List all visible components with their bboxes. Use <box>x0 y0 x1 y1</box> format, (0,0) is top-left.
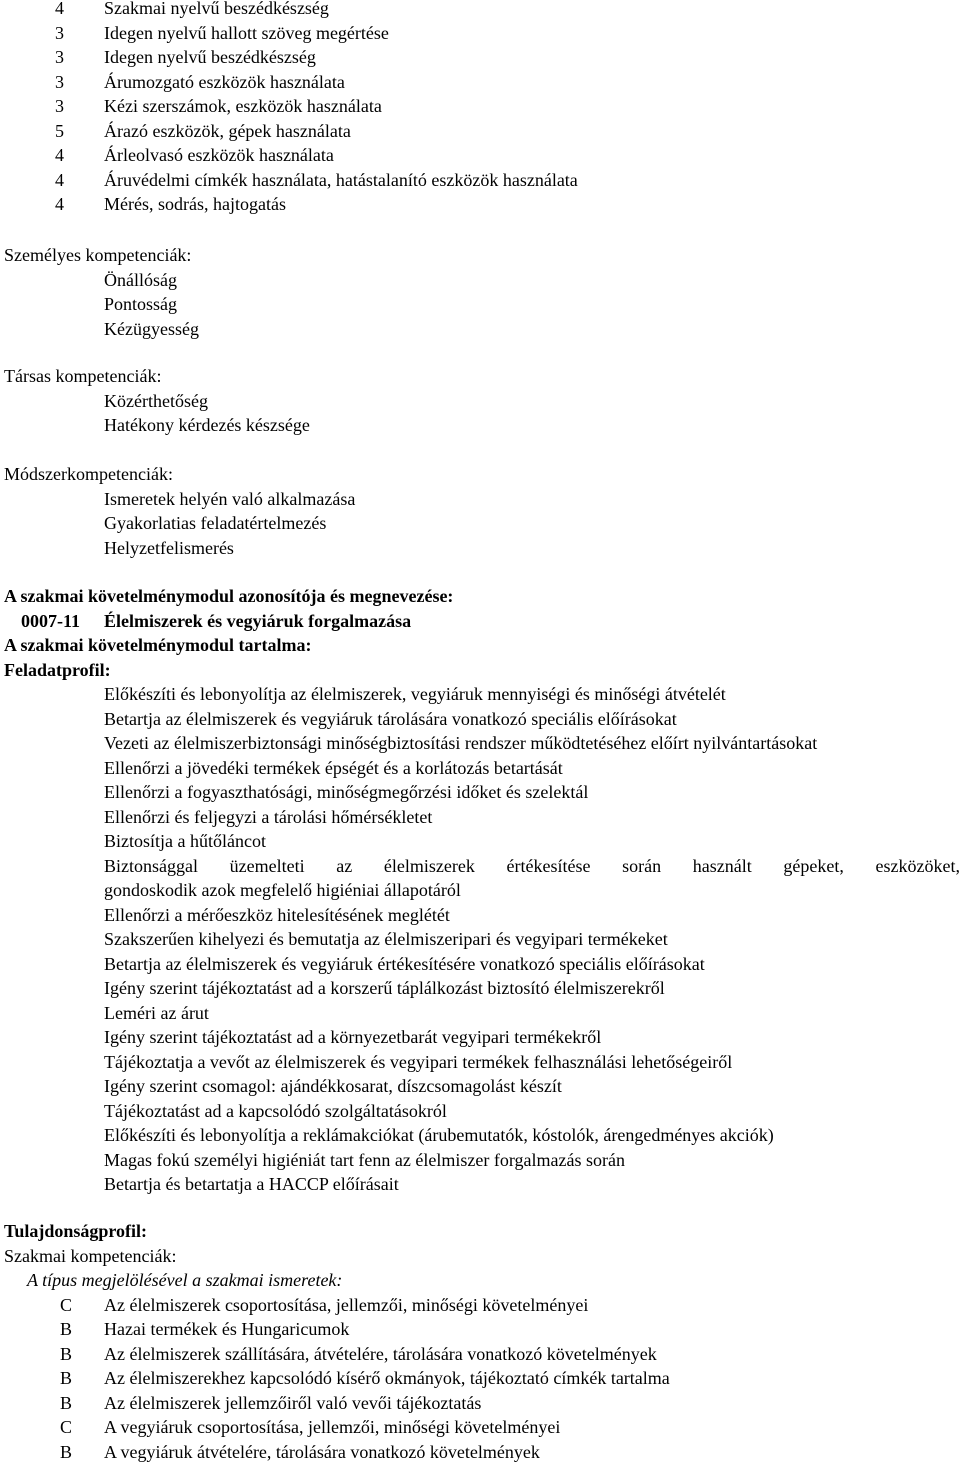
list-item <box>0 192 960 217</box>
list-item <box>0 976 960 1001</box>
skill-text: Kézi szerszámok, eszközök használata <box>104 96 382 116</box>
list-item <box>0 70 960 95</box>
task-text: Betartja az élelmiszerek és vegyiáruk értékesítésére vonatkozó speciális előírásokat <box>104 953 705 974</box>
task-text: Vezeti az élelmiszerbiztonsági minőségbiztosítási rendszer működtetéséhez előírt nyilvántartásokat <box>104 733 818 753</box>
list-item <box>0 21 960 46</box>
knowledge-text: Az élelmiszerekhez kapcsolódó kísérő okmányok, tájékoztató címkék tartalma <box>104 1368 670 1388</box>
skill-text: Idegen nyelvű beszédkészség <box>104 47 316 67</box>
list-item <box>0 143 960 168</box>
task-text: Ellenőrzi a fogyaszthatósági, minőségmegőrzési időket és szelektál <box>104 782 589 802</box>
skill-level: 3 <box>55 22 64 43</box>
skill-text: Árazó eszközök, gépek használata <box>104 120 351 141</box>
list-item <box>0 413 960 438</box>
task-text: Igény szerint csomagol: ajándékkosarat, díszcsomagolást készít <box>104 1076 562 1096</box>
competency-text: Kézügyesség <box>104 318 199 339</box>
list-item <box>0 292 960 317</box>
list-item <box>0 927 960 952</box>
skill-text: Áruvédelmi címkék használata, hatástalanító eszközök használata <box>104 169 578 190</box>
list-item <box>0 854 960 879</box>
list-item <box>0 1342 960 1367</box>
competency-text: Hatékony kérdezés készsége <box>104 415 310 435</box>
module-content-heading-text: A szakmai követelménymodul tartalma: <box>4 635 312 655</box>
skill-level: 4 <box>55 145 64 165</box>
skill-level: 4 <box>55 169 64 190</box>
task-profile-heading-text: Feladatprofil: <box>4 659 111 680</box>
professional-competencies-heading-text: Szakmai kompetenciák: <box>4 1245 177 1266</box>
task-text: gondoskodik azok megfelelő higiéniai állapotáról <box>104 880 461 900</box>
list-item <box>0 1025 960 1050</box>
knowledge-type: B <box>59 1343 72 1364</box>
task-text: Betartja és betartatja a HACCP előírásait <box>104 1174 399 1194</box>
list-item <box>0 94 960 119</box>
list-item <box>0 317 960 342</box>
property-profile-heading <box>0 1219 960 1244</box>
list-item <box>0 1074 960 1099</box>
task-text: Ellenőrzi a mérőeszköz hitelesítésének meglétét <box>104 904 450 925</box>
personal-competencies-heading <box>0 243 960 268</box>
professional-competencies-heading <box>0 1244 960 1269</box>
list-item <box>0 0 960 21</box>
knowledge-type: C <box>59 1294 72 1315</box>
knowledge-type: B <box>59 1441 72 1462</box>
module-id-heading <box>0 584 960 609</box>
list-item <box>0 1172 960 1197</box>
list-item <box>0 682 960 707</box>
task-text: Tájékoztatja a vevőt az élelmiszerek és vegyipari termékek felhasználási lehetőségeiről <box>104 1051 733 1072</box>
knowledge-type: B <box>59 1368 72 1388</box>
competency-text: Pontosság <box>104 294 178 314</box>
competency-text: Gyakorlatias feladatértelmezés <box>104 513 327 533</box>
list-item <box>0 1050 960 1075</box>
task-profile-heading <box>0 658 960 683</box>
list-item <box>0 903 960 928</box>
list-item <box>0 707 960 732</box>
task-text: Magas fokú személyi higiéniát tart fenn az élelmiszer forgalmazás során <box>104 1149 625 1170</box>
list-item <box>0 168 960 193</box>
list-item <box>0 952 960 977</box>
task-text: Igény szerint tájékoztatást ad a környezetbarát vegyipari termékekről <box>104 1027 602 1047</box>
skill-text: Árumozgató eszközök használata <box>104 71 345 92</box>
list-item <box>0 878 960 903</box>
social-competencies-heading <box>0 364 960 389</box>
list-item <box>0 1293 960 1318</box>
list-item <box>0 536 960 561</box>
list-item <box>0 780 960 805</box>
list-item <box>0 1366 960 1391</box>
knowledge-text: Az élelmiszerek jellemzőiről való vevői tájékoztatás <box>104 1392 482 1413</box>
knowledge-type: B <box>59 1392 72 1413</box>
task-text: Tájékoztatást ad a kapcsolódó szolgáltatásokról <box>104 1100 447 1121</box>
list-item <box>0 1123 960 1148</box>
module-id-heading-text: A szakmai követelménymodul azonosítója és megnevezése: <box>4 586 454 606</box>
module-title-row <box>0 609 960 634</box>
competency-text: Ismeretek helyén való alkalmazása <box>104 488 356 509</box>
list-item <box>0 511 960 536</box>
list-item <box>0 731 960 756</box>
list-item <box>0 1001 960 1026</box>
task-text: Előkészíti és lebonyolítja az élelmiszerek, vegyiáruk mennyiségi és minőségi átvételét <box>104 684 726 704</box>
task-text: Ellenőrzi a jövedéki termékek épségét és a korlátozás betartását <box>104 757 563 778</box>
task-text: Igény szerint tájékoztatást ad a korszerű táplálkozást biztosító élelmiszerekről <box>104 978 665 998</box>
task-text: Szakszerűen kihelyezi és bemutatja az élelmiszeripari és vegyipari termékeket <box>104 929 668 949</box>
module-code: 0007-11 <box>21 610 81 631</box>
skill-text: Árleolvasó eszközök használata <box>104 145 334 165</box>
module-name: Élelmiszerek és vegyiáruk forgalmazása <box>104 610 412 631</box>
module-content-heading <box>0 633 960 658</box>
list-item <box>0 1415 960 1440</box>
list-item <box>0 119 960 144</box>
task-text: Ellenőrzi és feljegyzi a tárolási hőmérsékletet <box>104 806 433 827</box>
task-text: Biztosítja a hűtőláncot <box>104 831 266 851</box>
skill-text: Idegen nyelvű hallott szöveg megértése <box>104 22 389 43</box>
knowledge-type: C <box>59 1417 72 1437</box>
skill-level: 3 <box>55 96 64 116</box>
skill-text: Mérés, sodrás, hajtogatás <box>104 194 286 214</box>
list-item <box>0 1391 960 1416</box>
knowledge-text: A vegyiáruk átvételére, tárolására vonatkozó követelmények <box>104 1441 540 1462</box>
competency-text: Közérthetőség <box>104 390 208 411</box>
task-text: Biztonsággal üzemelteti az élelmiszerek értékesítése során használt gépeket, eszközöket, <box>104 855 960 876</box>
list-item <box>0 487 960 512</box>
section-heading: Módszerkompetenciák: <box>4 464 173 484</box>
knowledge-text: Az élelmiszerek csoportosítása, jellemzői, minőségi követelményei <box>104 1294 589 1315</box>
task-text: Betartja az élelmiszerek és vegyiáruk tárolására vonatkozó speciális előírásokat <box>104 708 677 729</box>
task-text: Előkészíti és lebonyolítja a reklámakciókat (árubemutatók, kóstolók, árengedményes akciók) <box>104 1125 774 1145</box>
list-item <box>0 389 960 414</box>
list-item <box>0 805 960 830</box>
type-knowledge-heading <box>0 1268 960 1293</box>
skill-level: 3 <box>55 71 64 92</box>
skill-text: Szakmai nyelvű beszédkészség <box>104 0 329 18</box>
competency-text: Helyzetfelismerés <box>104 537 234 558</box>
knowledge-text: Hazai termékek és Hungaricumok <box>104 1319 350 1339</box>
skill-level: 4 <box>55 194 64 214</box>
method-competencies-heading <box>0 462 960 487</box>
section-heading: Társas kompetenciák: <box>4 366 162 386</box>
property-profile-heading-text: Tulajdonságprofil: <box>4 1221 148 1241</box>
competency-text: Önállóság <box>104 269 177 290</box>
task-text: Leméri az árut <box>104 1002 209 1023</box>
list-item <box>0 1148 960 1173</box>
knowledge-text: Az élelmiszerek szállítására, átvételére, tárolására vonatkozó követelmények <box>104 1343 657 1364</box>
list-item <box>0 45 960 70</box>
list-item <box>0 1440 960 1465</box>
skill-level: 5 <box>55 120 64 141</box>
section-heading: Személyes kompetenciák: <box>4 245 192 265</box>
list-item <box>0 829 960 854</box>
list-item <box>0 1099 960 1124</box>
list-item <box>0 756 960 781</box>
skill-level: 3 <box>55 47 64 67</box>
skill-level: 4 <box>55 0 64 18</box>
knowledge-type: B <box>59 1319 72 1339</box>
list-item <box>0 268 960 293</box>
knowledge-text: A vegyiáruk csoportosítása, jellemzői, minőségi követelményei <box>104 1417 561 1437</box>
type-knowledge-heading-text: A típus megjelölésével a szakmai ismeretek: <box>27 1270 343 1290</box>
list-item <box>0 1317 960 1342</box>
